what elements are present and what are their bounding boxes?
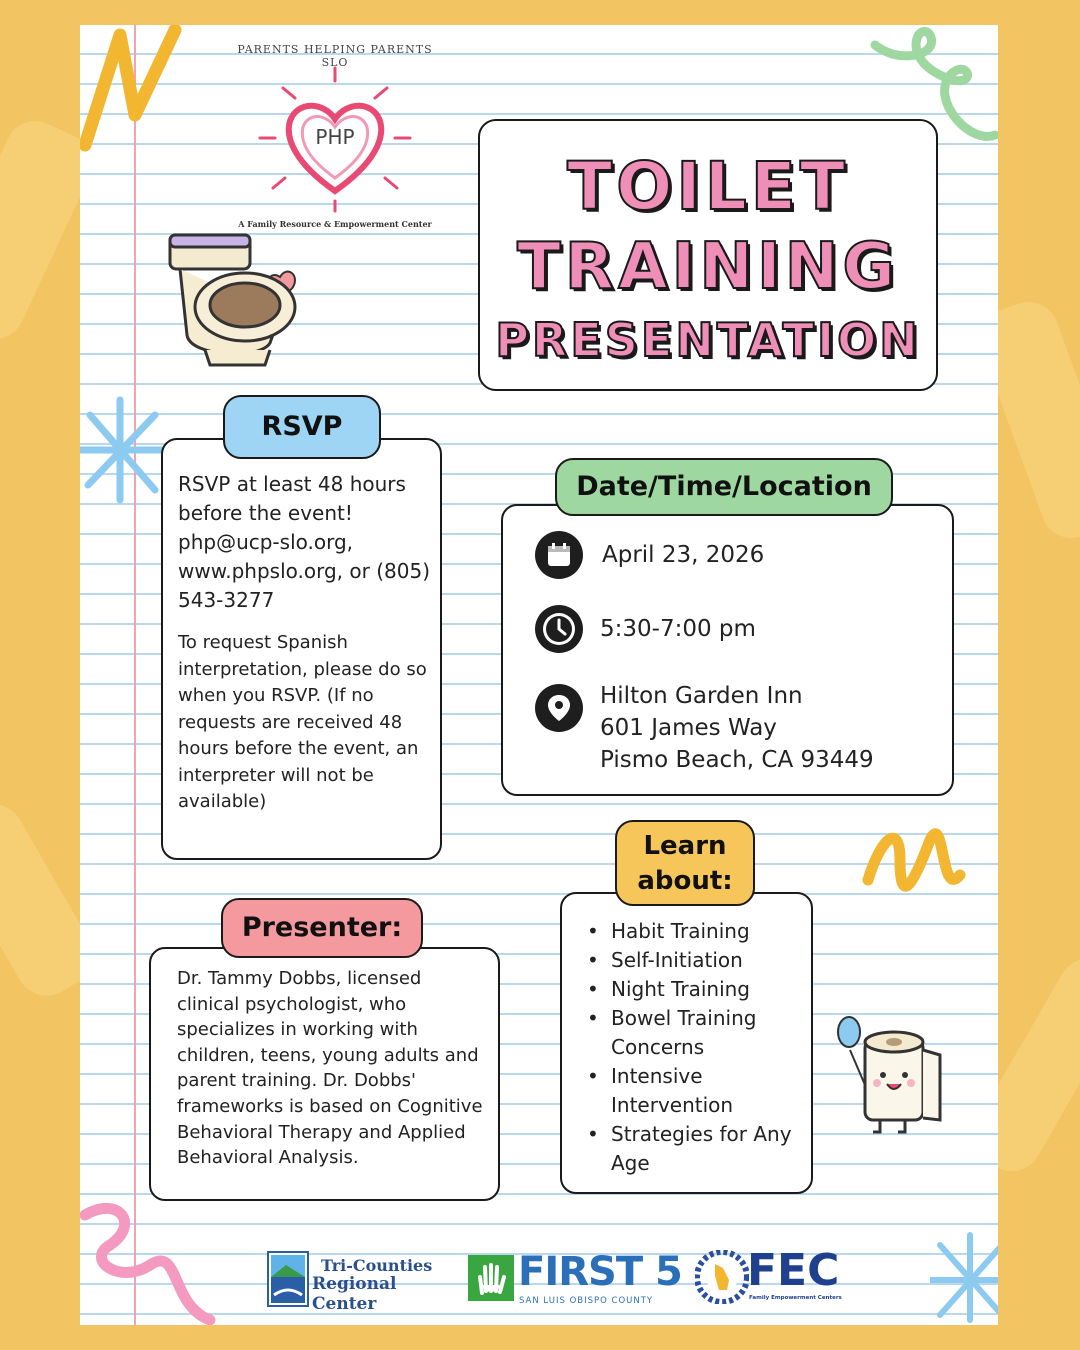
first5-county: SAN LUIS OBISPO COUNTY <box>519 1296 654 1306</box>
rsvp-contact-text: RSVP at least 48 hours before the event! php@ucp-slo.org, www.phpslo.org, or (805) 543-3277 <box>178 472 430 612</box>
flyer-paper <box>80 25 998 1325</box>
event-city: Pismo Beach, CA 93449 <box>600 747 874 773</box>
learn-about-label-line-1: Learn <box>643 831 727 861</box>
yellow-squiggle-decoration <box>860 820 970 920</box>
fec-seal-icon <box>695 1250 749 1304</box>
learn-about-label <box>615 820 755 906</box>
topic-item: • Self-Initiation <box>585 946 800 975</box>
topic-item: • Bowel Training Concerns <box>585 1004 800 1062</box>
learn-about-box <box>560 892 813 1194</box>
yellow-squiggle-decoration <box>80 25 200 165</box>
php-logo <box>235 43 435 238</box>
event-street: 601 James Way <box>600 715 777 741</box>
topic-item: • Intensive Intervention <box>585 1062 800 1120</box>
title-line-2: TRAINING <box>517 230 899 304</box>
toilet-illustration <box>165 225 310 375</box>
topic-item: • Night Training <box>585 975 800 1004</box>
event-details-label: Date/Time/Location <box>555 458 893 516</box>
event-details-box <box>501 504 954 796</box>
tri-counties-logo-icon <box>266 1250 310 1308</box>
php-logo-tagline: A Family Resource & Empowerment Center <box>238 219 432 229</box>
rsvp-label: RSVP <box>223 395 381 459</box>
title-line-3: PRESENTATION <box>495 313 921 367</box>
sponsor-fec <box>695 1247 855 1307</box>
presenter-bio: Dr. Tammy Dobbs, licensed clinical psychologist, who specializes in working with children, teens, young adults and parent training. Dr. Dobbs' frameworks is based on Cognitive Behavioral Therapy and Applied Behavioral Analysis. <box>177 968 483 1169</box>
topic-item: • Habit Training <box>585 917 800 946</box>
php-logo-initials: PHP <box>315 125 355 149</box>
map-pin-icon <box>535 684 583 732</box>
tri-counties-name-line-2: Regional Center <box>312 1274 397 1314</box>
blue-star-decoration <box>80 395 170 505</box>
title-card <box>478 119 938 391</box>
rsvp-box <box>161 438 442 860</box>
title-line-1: TOILET <box>567 148 849 225</box>
tri-counties-name-line-1: Tri-Counties <box>321 1256 433 1275</box>
topics-list <box>585 917 800 1178</box>
rsvp-interpretation-text: To request Spanish interpretation, please do so when you RSVP. (If no requests are received 48 hours before the event, an interpreter will not be available) <box>178 632 427 812</box>
fec-name: FEC <box>747 1245 840 1296</box>
learn-about-label-line-2: about: <box>637 866 733 896</box>
sponsor-first5 <box>468 1251 683 1311</box>
php-logo-arc-text: PARENTS HELPING PARENTS SLO <box>237 43 433 69</box>
first5-name: FIRST 5 <box>518 1249 682 1295</box>
event-venue: Hilton Garden Inn <box>600 683 803 709</box>
sponsor-tri-counties <box>266 1250 466 1314</box>
presenter-label: Presenter: <box>221 898 423 958</box>
clock-icon <box>535 605 583 653</box>
topic-item: • Strategies for Any Age <box>585 1120 800 1178</box>
event-time: 5:30-7:00 pm <box>600 616 756 642</box>
blue-star-decoration <box>930 1230 998 1325</box>
notebook-margin-line <box>134 25 136 1325</box>
calendar-icon <box>535 531 583 579</box>
presenter-box <box>149 947 500 1201</box>
event-date: April 23, 2026 <box>602 542 765 568</box>
fec-full-name: Family Empowerment Centers <box>749 1295 842 1301</box>
first5-hand-icon <box>468 1255 514 1301</box>
pink-loop-decoration <box>80 1185 220 1325</box>
toilet-paper-mascot-illustration <box>835 1010 950 1135</box>
